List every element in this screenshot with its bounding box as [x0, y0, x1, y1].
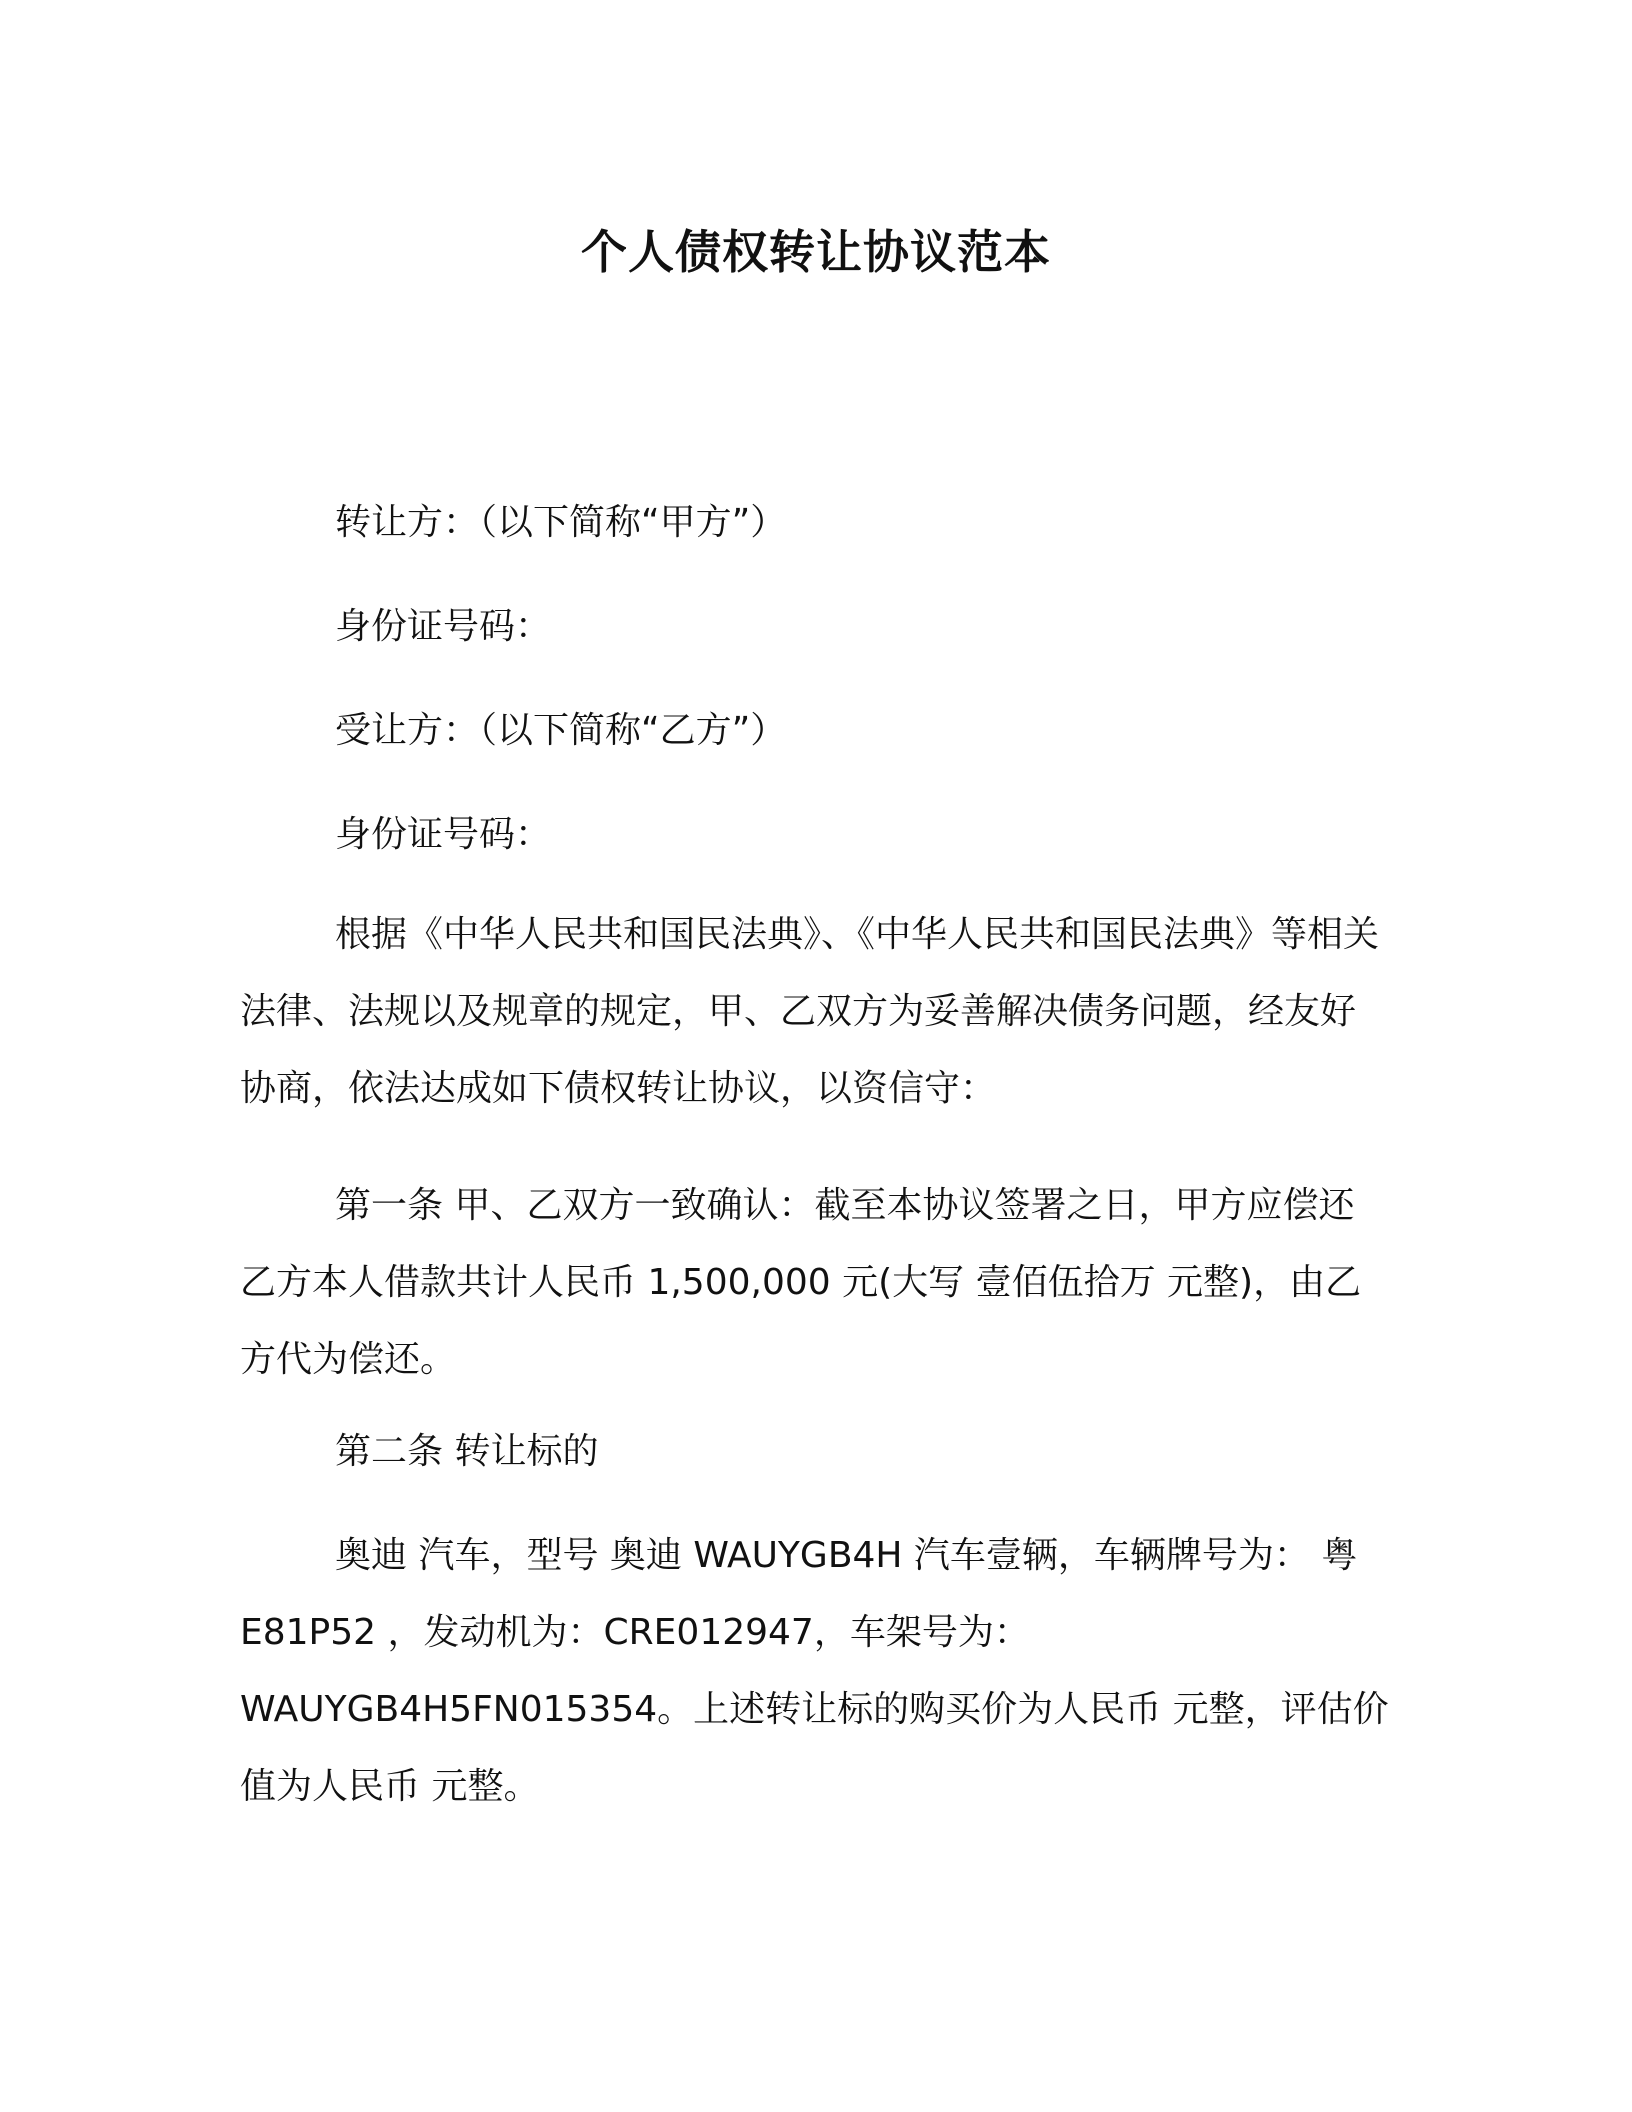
transferor-line: 转让方：（以下简称“甲方”） [335, 502, 787, 543]
article-2-heading: 第二条 转让标的 [335, 1431, 599, 1472]
transferee-line: 受让方：（以下简称“乙方”） [335, 710, 787, 751]
document-title: 个人债权转让协议范本 [581, 225, 1051, 279]
transferor-id-line: 身份证号码： [335, 606, 552, 647]
basis-paragraph: 根据《中华人民共和国民法典》、《中华人民共和国民法典》等相关法律、法规以及规章的规定，甲、乙双方为妥善解决债务问题，经友好协商，依法达成如下债权转让协议，以资信守： [240, 914, 1380, 1109]
article-2-subject-paragraph: 奥迪 汽车，型号 奥迪 WAUYGB4H 汽车壹辆，车辆牌号为： 粤E81P52 ，发动机为：CRE012947，车架号为：WAUYGB4H5FN015354。上述转让标的购买价为人民币 元整，评估价值为人民币 元整。 [240, 1535, 1389, 1807]
article-1-paragraph: 第一条 甲、乙双方一致确认：截至本协议签署之日，甲方应偿还乙方本人借款共计人民币 1,500,000 元(大写 壹佰伍拾万 元整)，由乙方代为偿还。 [240, 1185, 1362, 1380]
transferee-id-line: 身份证号码： [335, 814, 552, 855]
